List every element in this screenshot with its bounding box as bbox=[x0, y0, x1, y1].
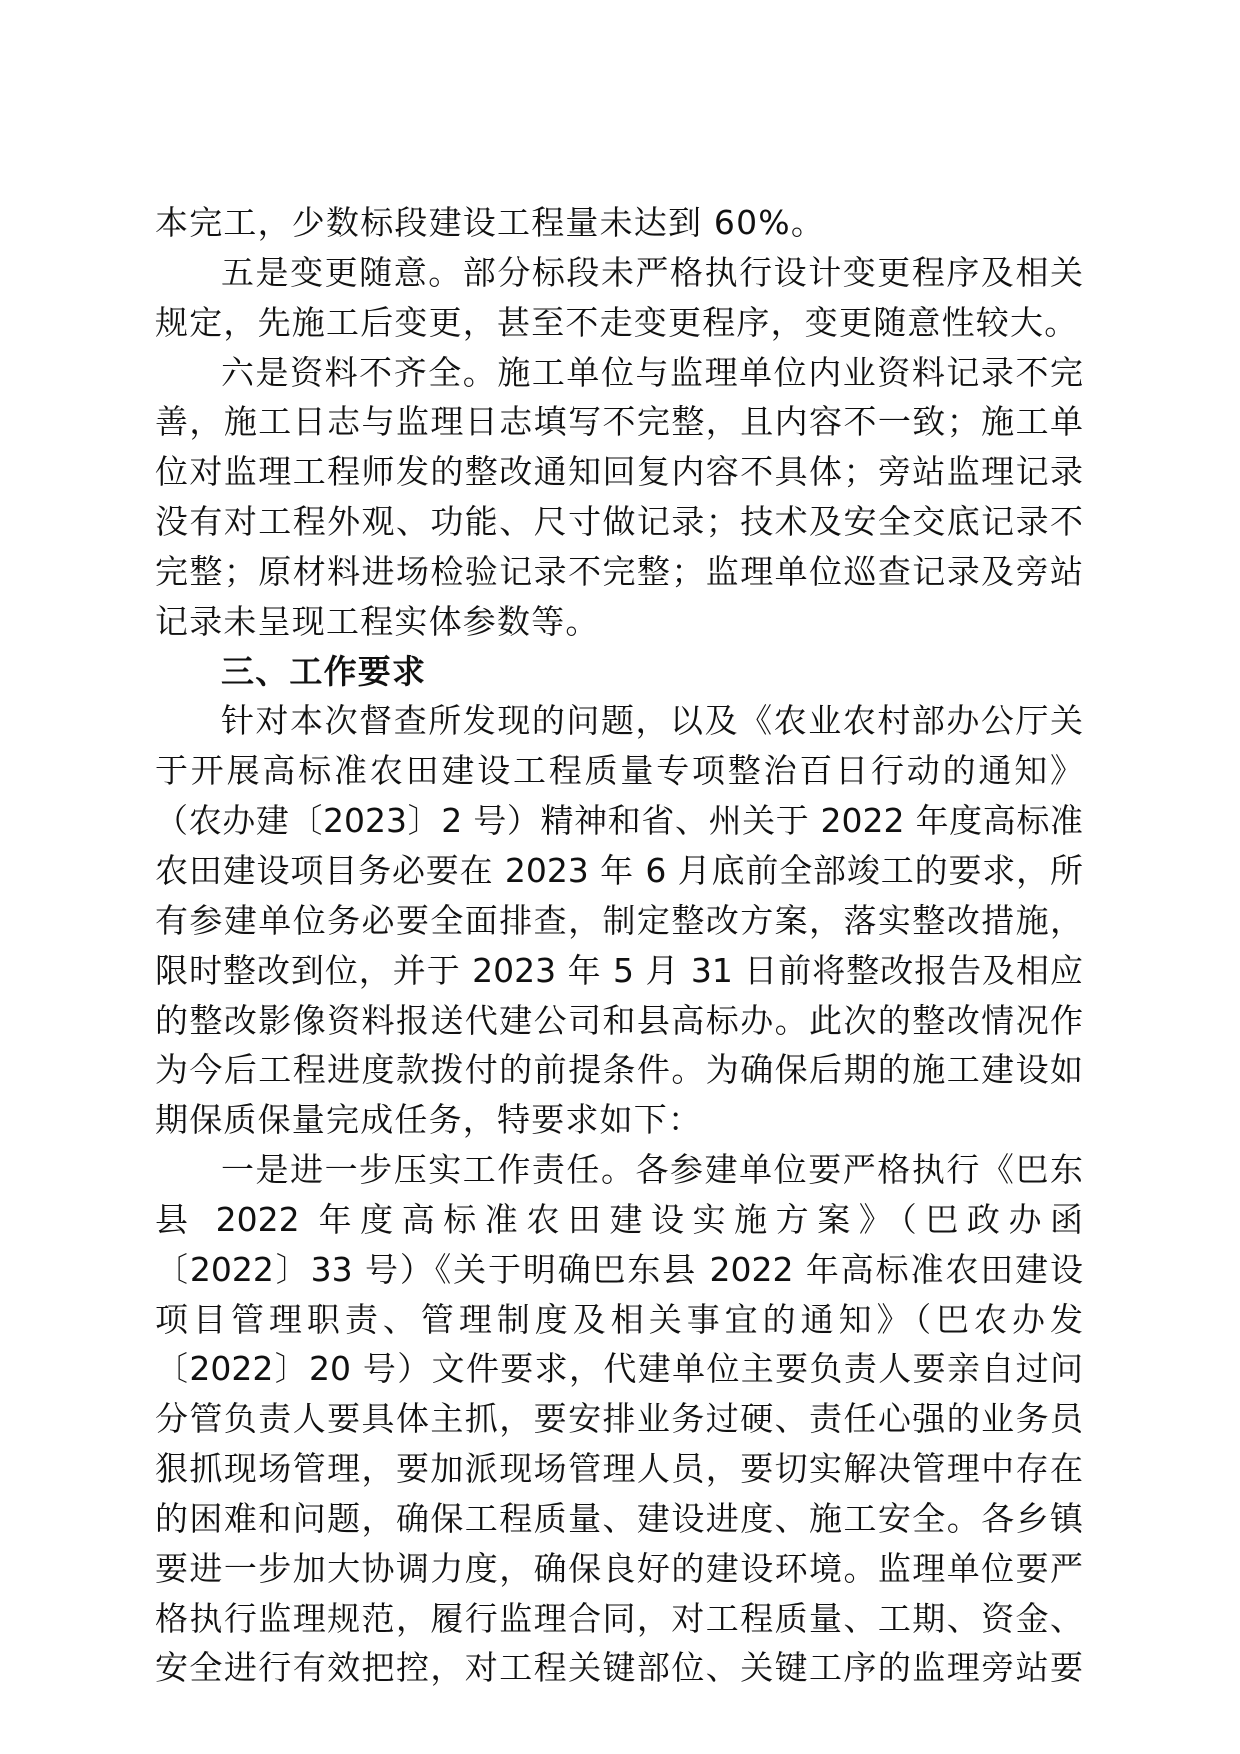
section-heading: 三、工作要求 bbox=[221, 651, 427, 691]
text-line: 项目管理职责、管理制度及相关事宜的通知》（巴农办发 bbox=[155, 1299, 1083, 1339]
text-line: 为今后工程进度款拨付的前提条件。为确保后期的施工建设如 bbox=[155, 1050, 1083, 1090]
document-body bbox=[155, 198, 1083, 1693]
text-line: 要进一步加大协调力度，确保良好的建设环境。监理单位要严 bbox=[155, 1548, 1083, 1588]
text-line: 五是变更随意。部分标段未严格执行设计变更程序及相关 bbox=[221, 252, 1083, 292]
text-line: 县 2022 年度高标准农田建设实施方案》（巴政办函 bbox=[155, 1199, 1083, 1239]
text-line: 分管负责人要具体主抓，要安排业务过硬、责任心强的业务员 bbox=[155, 1399, 1083, 1439]
text-line: 六是资料不齐全。施工单位与监理单位内业资料记录不完 bbox=[221, 352, 1083, 392]
text-line: 善，施工日志与监理日志填写不完整，且内容不一致；施工单 bbox=[155, 402, 1083, 442]
text-line: 的整改影像资料报送代建公司和县高标办。此次的整改情况作 bbox=[155, 1000, 1083, 1040]
paragraph bbox=[155, 248, 1083, 348]
section-heading-block bbox=[155, 647, 1083, 697]
text-line: 于开展高标准农田建设工程质量专项整治百日行动的通知》 bbox=[155, 751, 1083, 791]
text-line: 规定，先施工后变更，甚至不走变更程序，变更随意性较大。 bbox=[155, 302, 1079, 342]
paragraph bbox=[155, 198, 1083, 248]
text-line: （农办建〔2023〕2 号）精神和省、州关于 2022 年度高标准 bbox=[155, 801, 1083, 841]
text-line: 格执行监理规范，履行监理合同，对工程质量、工期、资金、 bbox=[155, 1598, 1083, 1638]
paragraph bbox=[155, 696, 1083, 1145]
text-line: 〔2022〕33 号）《关于明确巴东县 2022 年高标准农田建设 bbox=[155, 1249, 1083, 1289]
text-line: 狠抓现场管理，要加派现场管理人员，要切实解决管理中存在 bbox=[155, 1449, 1083, 1489]
text-line: 农田建设项目务必要在 2023 年 6 月底前全部竣工的要求，所 bbox=[155, 850, 1083, 890]
text-line: 的困难和问题，确保工程质量、建设进度、施工安全。各乡镇 bbox=[155, 1498, 1083, 1538]
text-line: 一是进一步压实工作责任。各参建单位要严格执行《巴东 bbox=[221, 1150, 1083, 1190]
paragraph bbox=[155, 348, 1083, 647]
text-line: 期保质保量完成任务，特要求如下： bbox=[155, 1100, 703, 1140]
text-line: 完整；原材料进场检验记录不完整；监理单位巡查记录及旁站 bbox=[155, 551, 1083, 591]
text-line: 安全进行有效把控，对工程关键部位、关键工序的监理旁站要 bbox=[155, 1648, 1083, 1688]
text-line: 记录未呈现工程实体参数等。 bbox=[155, 601, 600, 641]
paragraph bbox=[155, 1145, 1083, 1693]
text-line: 没有对工程外观、功能、尺寸做记录；技术及安全交底记录不 bbox=[155, 502, 1083, 542]
text-line: 〔2022〕20 号）文件要求，代建单位主要负责人要亲自过问 bbox=[155, 1349, 1083, 1389]
text-line: 本完工，少数标段建设工程量未达到 60%。 bbox=[155, 203, 826, 242]
text-line: 有参建单位务必要全面排查，制定整改方案，落实整改措施， bbox=[155, 900, 1083, 940]
text-line: 位对监理工程师发的整改通知回复内容不具体；旁站监理记录 bbox=[155, 452, 1083, 492]
text-line: 限时整改到位，并于 2023 年 5 月 31 日前将整改报告及相应 bbox=[155, 950, 1083, 990]
text-line: 针对本次督查所发现的问题，以及《农业农村部办公厅关 bbox=[221, 701, 1083, 741]
